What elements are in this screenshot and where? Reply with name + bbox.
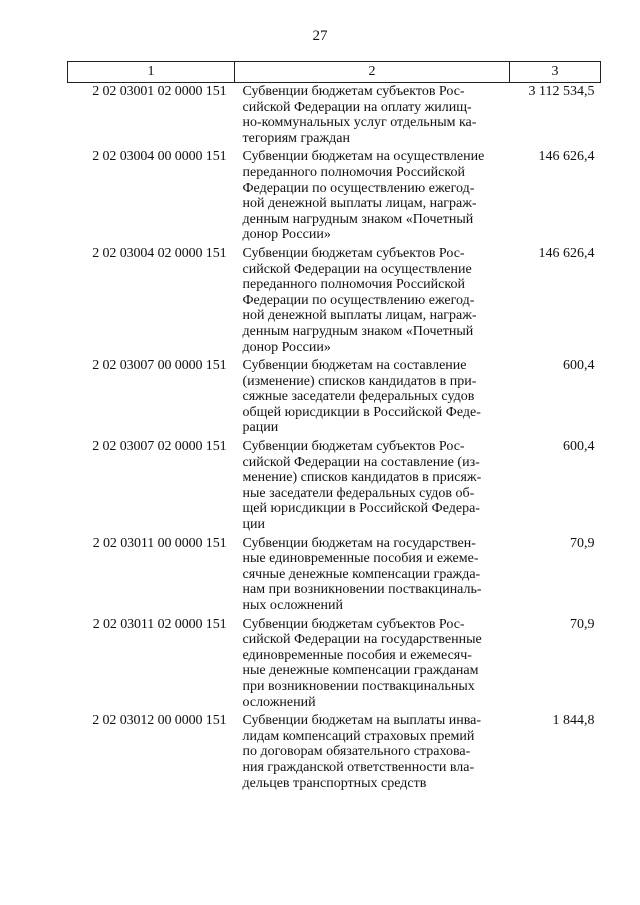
revenue-name-line: ния гражданской ответственности вла-	[242, 759, 475, 775]
revenue-name-line: Субвенции бюджетам на выплаты инва-	[242, 713, 482, 729]
amount-cell: 600,4	[563, 439, 595, 455]
amount-cell: 70,9	[570, 616, 595, 632]
revenue-name-line: сийской Федерации на осуществление	[242, 261, 472, 277]
revenue-name-line: Субвенции бюджетам субъектов Рос-	[242, 616, 465, 632]
revenue-name-line: переданного полномочия Российской	[242, 277, 465, 293]
revenue-name-line: сячные денежные компенсации гражда-	[242, 566, 481, 582]
revenue-name-line: ных осложнений	[242, 598, 343, 613]
table-row	[68, 246, 601, 358]
revenue-name-line: щей юрисдикции в Российской Федера-	[242, 501, 480, 517]
revenue-name-cell	[235, 713, 510, 794]
revenue-name-line: Субвенции бюджетам на государствен-	[242, 535, 476, 551]
revenue-name-cell	[235, 536, 510, 617]
budget-code-cell: 2 02 03004 00 0000 151	[92, 149, 227, 165]
revenue-name-line: дельцев транспортных средств	[242, 775, 427, 791]
revenue-name-line: при возникновении поствакцинальных	[242, 678, 475, 694]
amount-cell: 1 844,8	[552, 713, 595, 729]
revenue-name-line: Федерации по осуществлению ежегод-	[242, 292, 475, 308]
revenue-name-line: ные единовременные пособия и ежеме-	[242, 551, 479, 567]
revenue-name-line: сийской Федерации на государственные	[242, 632, 482, 648]
revenue-name-cell	[235, 246, 510, 358]
amount-cell: 600,4	[563, 358, 595, 374]
amount-cell: 70,9	[570, 535, 595, 551]
revenue-name-line: донор России»	[242, 227, 331, 243]
revenue-name-cell	[235, 617, 510, 714]
revenue-name-line: ные денежные компенсации гражданам	[242, 663, 479, 679]
budget-code-cell: 2 02 03001 02 0000 151	[92, 84, 227, 99]
budget-code-cell: 2 02 03011 00 0000 151	[92, 535, 227, 551]
table-row	[68, 439, 601, 536]
revenue-name-line: сийской Федерации на оплату жилищ-	[242, 99, 472, 115]
table-row	[68, 149, 601, 246]
table-header-row	[68, 62, 601, 83]
revenue-name-line: Субвенции бюджетам субъектов Рос-	[242, 84, 465, 99]
revenue-name-line: донор России»	[242, 339, 331, 355]
table-body	[68, 83, 601, 795]
amount-cell: 146 626,4	[538, 149, 595, 165]
budget-code-cell: 2 02 03012 00 0000 151	[92, 713, 227, 729]
revenue-name-cell	[235, 439, 510, 536]
revenue-name-cell	[235, 83, 510, 150]
revenue-name-line: лидам компенсаций страховых премий	[242, 728, 475, 744]
revenue-name-line: Федерации по осуществлению ежегод-	[242, 180, 475, 196]
revenue-name-line: денным нагрудным знаком «Почетный	[242, 211, 474, 227]
budget-code-cell: 2 02 03011 02 0000 151	[92, 616, 227, 632]
revenue-name-line: ции	[242, 517, 265, 533]
revenue-name-line: менение) списков кандидатов в присяж-	[242, 470, 482, 486]
revenue-name-line: нам при возникновении поствакциналь-	[242, 582, 482, 598]
table-row	[68, 713, 601, 794]
revenue-name-line: сяжные заседатели федеральных судов	[242, 389, 475, 405]
revenue-name-line: ные заседатели федеральных судов об-	[242, 485, 475, 501]
revenue-name-line: (изменение) списков кандидатов в при-	[242, 373, 477, 389]
column-header-amount: 3	[510, 62, 601, 83]
column-header-code: 1	[68, 62, 235, 83]
table-row	[68, 358, 601, 439]
revenue-name-line: сийской Федерации на составление (из-	[242, 454, 480, 470]
page-number: 27	[312, 28, 328, 44]
revenue-name-line: Субвенции бюджетам на осуществление	[242, 149, 485, 165]
revenue-name-line: ной денежной выплаты лицам, награж-	[242, 196, 477, 212]
amount-cell: 3 112 534,5	[528, 84, 595, 99]
revenue-name-line: Субвенции бюджетам субъектов Рос-	[242, 245, 465, 261]
revenue-name-line: общей юрисдикции в Российской Феде-	[242, 404, 481, 420]
budget-code-cell: 2 02 03004 02 0000 151	[92, 245, 227, 261]
revenue-name-line: Субвенции бюджетам субъектов Рос-	[242, 439, 465, 455]
revenue-name-line: денным нагрудным знаком «Почетный	[242, 323, 474, 339]
table-row	[68, 536, 601, 617]
revenue-name-line: переданного полномочия Российской	[242, 164, 465, 180]
revenue-name-line: по договорам обязательного страхова-	[242, 744, 471, 760]
revenue-name-line: но-коммунальных услуг отдельным ка-	[242, 115, 477, 131]
table-row	[68, 83, 601, 150]
amount-cell: 146 626,4	[538, 245, 595, 261]
revenue-name-line: ной денежной выплаты лицам, награж-	[242, 308, 477, 324]
revenue-name-line: осложнений	[242, 694, 316, 710]
revenue-name-line: тегориям граждан	[242, 130, 350, 146]
revenue-name-line: единовременные пособия и ежемесяч-	[242, 647, 472, 663]
column-header-name: 2	[235, 62, 510, 83]
budget-code-cell: 2 02 03007 02 0000 151	[92, 439, 227, 455]
budget-revenue-table	[67, 61, 601, 794]
table-row	[68, 617, 601, 714]
revenue-name-line: рации	[242, 420, 279, 436]
revenue-name-cell	[235, 358, 510, 439]
revenue-name-cell	[235, 149, 510, 246]
budget-code-cell: 2 02 03007 00 0000 151	[92, 358, 227, 374]
revenue-name-line: Субвенции бюджетам на составление	[242, 358, 467, 374]
